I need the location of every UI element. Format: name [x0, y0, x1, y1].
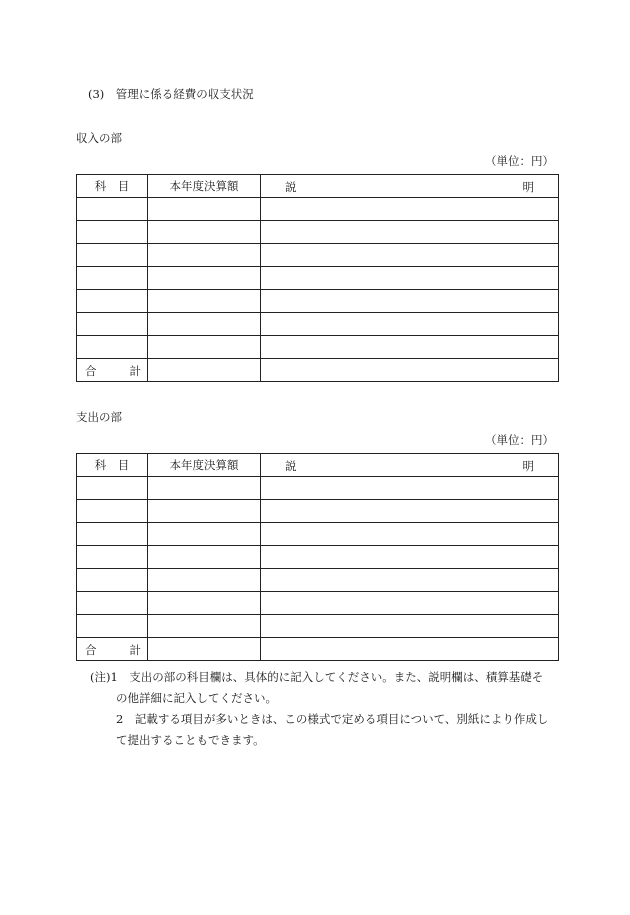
cell-description: [261, 313, 559, 336]
cell-description: [261, 290, 559, 313]
table-row: [77, 290, 559, 313]
income-table: [76, 174, 559, 382]
cell-description: [261, 477, 559, 500]
table-row: [77, 500, 559, 523]
cell-amount: [148, 546, 261, 569]
total-row: [77, 359, 559, 382]
table-row: [77, 313, 559, 336]
table-row: [77, 336, 559, 359]
note-2-prefix: 2: [116, 712, 124, 726]
cell-subject: [77, 267, 148, 290]
table-row: [77, 615, 559, 638]
table-header-row: [77, 175, 559, 198]
total-label-right: 計: [129, 643, 141, 657]
col-desc-right: 明: [522, 459, 534, 473]
cell-total-description: [261, 359, 559, 382]
note-1-text-1: 支出の部の科目欄は、具体的に記入してください。また、説明欄は、積算基礎そ: [129, 670, 544, 684]
income-heading: 収入の部: [76, 131, 122, 145]
cell-description: [261, 592, 559, 615]
note-1-text-2: の他詳細に記入してください。: [116, 691, 277, 705]
cell-amount: [148, 267, 261, 290]
cell-subject: [77, 546, 148, 569]
cell-total-amount: [148, 359, 261, 382]
col-amount: 本年度決算額: [148, 454, 261, 477]
table-row: [77, 267, 559, 290]
table-row: [77, 546, 559, 569]
total-label-cell: [77, 359, 148, 382]
cell-subject: [77, 500, 148, 523]
col-description: [261, 454, 559, 477]
cell-amount: [148, 500, 261, 523]
col-subject: 科 目: [77, 454, 148, 477]
table-row: [77, 592, 559, 615]
note-1-prefix: (注)1: [90, 670, 118, 684]
total-label-right: 計: [129, 364, 141, 378]
col-description: [261, 175, 559, 198]
cell-subject: [77, 569, 148, 592]
cell-total-amount: [148, 638, 261, 661]
col-amount: 本年度決算額: [148, 175, 261, 198]
cell-description: [261, 221, 559, 244]
total-label-left: 合: [85, 643, 97, 657]
table-row: [77, 523, 559, 546]
cell-subject: [77, 221, 148, 244]
cell-subject: [77, 477, 148, 500]
table-row: [77, 221, 559, 244]
income-unit: （単位：円）: [485, 154, 554, 168]
table-row: [77, 569, 559, 592]
col-desc-left: 説: [285, 459, 297, 473]
cell-amount: [148, 523, 261, 546]
cell-subject: [77, 290, 148, 313]
cell-description: [261, 546, 559, 569]
total-label-cell: [77, 638, 148, 661]
cell-description: [261, 523, 559, 546]
expense-table: [76, 453, 559, 661]
cell-amount: [148, 336, 261, 359]
table-row: [77, 198, 559, 221]
cell-description: [261, 267, 559, 290]
cell-description: [261, 569, 559, 592]
note-2-text-2: て提出することもできます。: [116, 733, 265, 747]
cell-description: [261, 198, 559, 221]
table-header-row: [77, 454, 559, 477]
cell-subject: [77, 336, 148, 359]
cell-description: [261, 615, 559, 638]
cell-amount: [148, 198, 261, 221]
note-2-line-1: [90, 709, 548, 730]
cell-description: [261, 336, 559, 359]
col-subject: 科 目: [77, 175, 148, 198]
expense-unit: （単位：円）: [485, 433, 554, 447]
cell-subject: [77, 592, 148, 615]
cell-subject: [77, 198, 148, 221]
cell-amount: [148, 477, 261, 500]
cell-subject: [77, 615, 148, 638]
table-row: [77, 477, 559, 500]
cell-amount: [148, 221, 261, 244]
note-2-text-1: 記載する項目が多いときは、この様式で定める項目について、別紙により作成し: [134, 712, 549, 726]
cell-total-description: [261, 638, 559, 661]
table-row: [77, 244, 559, 267]
cell-amount: [148, 569, 261, 592]
cell-description: [261, 500, 559, 523]
total-row: [77, 638, 559, 661]
cell-amount: [148, 290, 261, 313]
note-2-line-2: [90, 730, 548, 751]
total-label-left: 合: [85, 364, 97, 378]
expense-heading: 支出の部: [76, 410, 122, 424]
cell-amount: [148, 313, 261, 336]
cell-amount: [148, 592, 261, 615]
col-desc-left: 説: [285, 180, 297, 194]
cell-description: [261, 244, 559, 267]
cell-subject: [77, 523, 148, 546]
section-title: (3) 管理に係る経費の収支状況: [88, 87, 254, 101]
notes: [90, 667, 548, 751]
note-1-line-1: [90, 667, 548, 688]
cell-subject: [77, 313, 148, 336]
note-1-line-2: [90, 688, 548, 709]
cell-subject: [77, 244, 148, 267]
cell-amount: [148, 615, 261, 638]
cell-amount: [148, 244, 261, 267]
col-desc-right: 明: [522, 180, 534, 194]
